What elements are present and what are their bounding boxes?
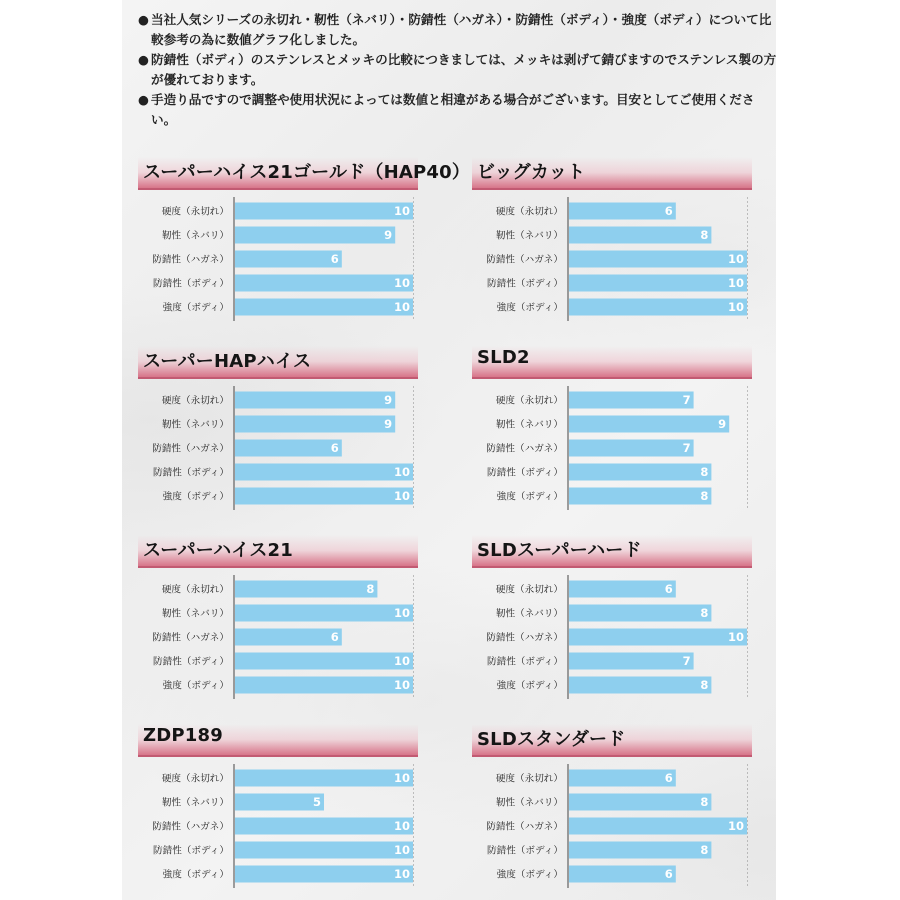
bar — [569, 203, 676, 220]
chart-title: SLDスタンダード — [477, 729, 626, 750]
chart-title-band — [138, 346, 418, 379]
chart-panel — [472, 535, 752, 715]
bar — [235, 392, 395, 409]
value-label: 5 — [312, 795, 321, 809]
bar — [235, 251, 342, 268]
category-label: 靭性（ネバリ） — [161, 797, 229, 809]
bar — [569, 842, 711, 859]
value-label: 10 — [393, 204, 410, 218]
bar — [235, 653, 413, 670]
category-label: 防錆性（ハガネ） — [486, 443, 563, 455]
value-label: 8 — [700, 228, 709, 242]
value-label: 9 — [718, 417, 727, 431]
category-label: 靭性（ネバリ） — [495, 419, 563, 431]
value-label: 9 — [384, 417, 393, 431]
bar — [569, 251, 747, 268]
category-label: 防錆性（ハガネ） — [486, 632, 563, 644]
value-label: 10 — [727, 630, 744, 644]
chart-title-band — [138, 157, 471, 190]
value-label: 6 — [330, 630, 339, 644]
value-label: 6 — [330, 252, 339, 266]
chart-panel — [138, 346, 418, 526]
bullet-icon: ● — [138, 52, 149, 67]
value-label: 6 — [664, 867, 673, 881]
bar — [569, 299, 747, 316]
value-label: 6 — [664, 582, 673, 596]
bar-chart — [138, 764, 418, 894]
bar-chart — [138, 197, 418, 327]
chart-title: スーパーハイス21ゴールド（HAP40） — [143, 162, 471, 183]
bar — [235, 299, 413, 316]
value-label: 10 — [393, 489, 410, 503]
value-label: 10 — [727, 252, 744, 266]
bar — [235, 794, 324, 811]
value-label: 6 — [664, 771, 673, 785]
bar — [569, 770, 676, 787]
bar-chart-svg — [472, 197, 752, 327]
category-label: 靭性（ネバリ） — [495, 797, 563, 809]
bar-chart — [472, 575, 752, 705]
bar — [569, 275, 747, 292]
bar — [569, 794, 711, 811]
category-label: 硬度（永切れ） — [495, 206, 563, 218]
bar-chart-svg — [138, 575, 418, 705]
chart-title-band — [472, 535, 752, 568]
chart-panel — [138, 724, 418, 900]
value-label: 9 — [384, 393, 393, 407]
bar-chart — [138, 575, 418, 705]
chart-panel — [138, 535, 418, 715]
bar — [569, 581, 676, 598]
category-label: 防錆性（ボディ） — [487, 467, 563, 479]
value-label: 10 — [393, 867, 410, 881]
value-label: 9 — [384, 228, 393, 242]
bar-chart — [138, 386, 418, 516]
category-label: 強度（ボディ） — [496, 302, 563, 314]
value-label: 10 — [393, 819, 410, 833]
bar — [235, 818, 413, 835]
chart-title-band — [138, 535, 418, 568]
value-label: 10 — [393, 771, 410, 785]
bar — [569, 464, 711, 481]
value-label: 7 — [682, 654, 691, 668]
value-label: 8 — [700, 843, 709, 857]
value-label: 10 — [393, 465, 410, 479]
bar — [569, 677, 711, 694]
chart-panel — [138, 157, 471, 337]
bullet-icon: ● — [138, 12, 149, 27]
category-label: 防錆性（ボディ） — [153, 467, 229, 479]
category-label: 防錆性（ボディ） — [153, 656, 229, 668]
category-label: 強度（ボディ） — [162, 680, 229, 692]
value-label: 8 — [700, 678, 709, 692]
bar-chart — [472, 386, 752, 516]
chart-title: スーパーハイス21 — [143, 540, 293, 561]
category-label: 防錆性（ボディ） — [153, 845, 229, 857]
bar-chart — [472, 197, 752, 327]
category-label: 強度（ボディ） — [496, 869, 563, 881]
category-label: 硬度（永切れ） — [161, 206, 229, 218]
category-label: 防錆性（ボディ） — [487, 278, 563, 290]
bar — [569, 818, 747, 835]
value-label: 10 — [393, 678, 410, 692]
category-label: 防錆性（ハガネ） — [152, 443, 229, 455]
bar — [569, 629, 747, 646]
category-label: 強度（ボディ） — [162, 869, 229, 881]
bar — [569, 416, 729, 433]
bar — [235, 770, 413, 787]
category-label: 強度（ボディ） — [496, 491, 563, 503]
bar — [235, 464, 413, 481]
chart-title-band — [472, 157, 752, 190]
category-label: 防錆性（ボディ） — [487, 656, 563, 668]
value-label: 10 — [393, 300, 410, 314]
chart-title: ZDP189 — [143, 725, 223, 746]
category-label: 靭性（ネバリ） — [495, 608, 563, 620]
bar — [235, 488, 413, 505]
category-label: 強度（ボディ） — [496, 680, 563, 692]
category-label: 硬度（永切れ） — [495, 584, 563, 596]
value-label: 10 — [393, 606, 410, 620]
category-label: 防錆性（ハガネ） — [152, 821, 229, 833]
bar — [235, 605, 413, 622]
note-text: 手造り品ですので調整や使用状況によっては数値と相違がある場合がございます。目安としてご使用ください。 — [151, 92, 755, 127]
category-label: 防錆性（ハガネ） — [486, 821, 563, 833]
category-label: 防錆性（ハガネ） — [152, 254, 229, 266]
category-label: 硬度（永切れ） — [161, 395, 229, 407]
bar — [569, 227, 711, 244]
category-label: 硬度（永切れ） — [495, 773, 563, 785]
chart-panel — [472, 157, 752, 337]
bar — [569, 488, 711, 505]
bar — [235, 842, 413, 859]
bar — [235, 440, 342, 457]
note-text: 当社人気シリーズの永切れ・靭性（ネバリ）・防錆性（ハガネ）・防錆性（ボディ）・強度（ボディ）について比較参考の為に数値グラフ化しました。 — [151, 12, 772, 47]
bar — [235, 416, 395, 433]
category-label: 防錆性（ボディ） — [153, 278, 229, 290]
bar — [235, 581, 377, 598]
chart-title: ビッグカット — [477, 162, 586, 183]
category-label: 強度（ボディ） — [162, 491, 229, 503]
chart-title-band — [472, 724, 752, 757]
value-label: 10 — [727, 276, 744, 290]
note-text: 防錆性（ボディ）のステンレスとメッキの比較につきましては、メッキは剥げて錆びますのでステンレス製の方が優れております。 — [151, 52, 777, 87]
value-label: 8 — [700, 606, 709, 620]
chart-title-band — [138, 724, 418, 757]
value-label: 10 — [393, 654, 410, 668]
bar — [569, 605, 711, 622]
chart-title: スーパーHAPハイス — [143, 351, 312, 372]
bar — [569, 440, 694, 457]
value-label: 10 — [727, 819, 744, 833]
bar — [569, 866, 676, 883]
bar — [235, 227, 395, 244]
bullet-icon: ● — [138, 92, 149, 107]
category-label: 硬度（永切れ） — [495, 395, 563, 407]
bar — [235, 275, 413, 292]
chart-title: SLDスーパーハード — [477, 540, 642, 561]
category-label: 防錆性（ハガネ） — [152, 632, 229, 644]
bar — [235, 203, 413, 220]
bar-chart-svg — [472, 386, 752, 516]
chart-panel — [472, 724, 752, 900]
category-label: 靭性（ネバリ） — [495, 230, 563, 242]
value-label: 6 — [664, 204, 673, 218]
bar — [569, 392, 694, 409]
value-label: 8 — [700, 489, 709, 503]
bar — [569, 653, 694, 670]
value-label: 10 — [393, 276, 410, 290]
bar-chart-svg — [138, 197, 418, 327]
category-label: 靭性（ネバリ） — [161, 608, 229, 620]
value-label: 8 — [700, 795, 709, 809]
bar-chart — [472, 764, 752, 894]
bar-chart-svg — [138, 764, 418, 894]
category-label: 硬度（永切れ） — [161, 773, 229, 785]
bar-chart-svg — [472, 575, 752, 705]
bar — [235, 629, 342, 646]
value-label: 10 — [727, 300, 744, 314]
value-label: 7 — [682, 441, 691, 455]
bar — [235, 677, 413, 694]
value-label: 10 — [393, 843, 410, 857]
category-label: 靭性（ネバリ） — [161, 230, 229, 242]
value-label: 8 — [700, 465, 709, 479]
bar — [235, 866, 413, 883]
chart-panel — [472, 346, 752, 526]
category-label: 防錆性（ハガネ） — [486, 254, 563, 266]
category-label: 防錆性（ボディ） — [487, 845, 563, 857]
value-label: 8 — [366, 582, 375, 596]
category-label: 靭性（ネバリ） — [161, 419, 229, 431]
chart-title-band — [472, 346, 752, 379]
value-label: 7 — [682, 393, 691, 407]
bar-chart-svg — [472, 764, 752, 894]
category-label: 強度（ボディ） — [162, 302, 229, 314]
category-label: 硬度（永切れ） — [161, 584, 229, 596]
chart-title: SLD2 — [477, 347, 530, 368]
bar-chart-svg — [138, 386, 418, 516]
value-label: 6 — [330, 441, 339, 455]
